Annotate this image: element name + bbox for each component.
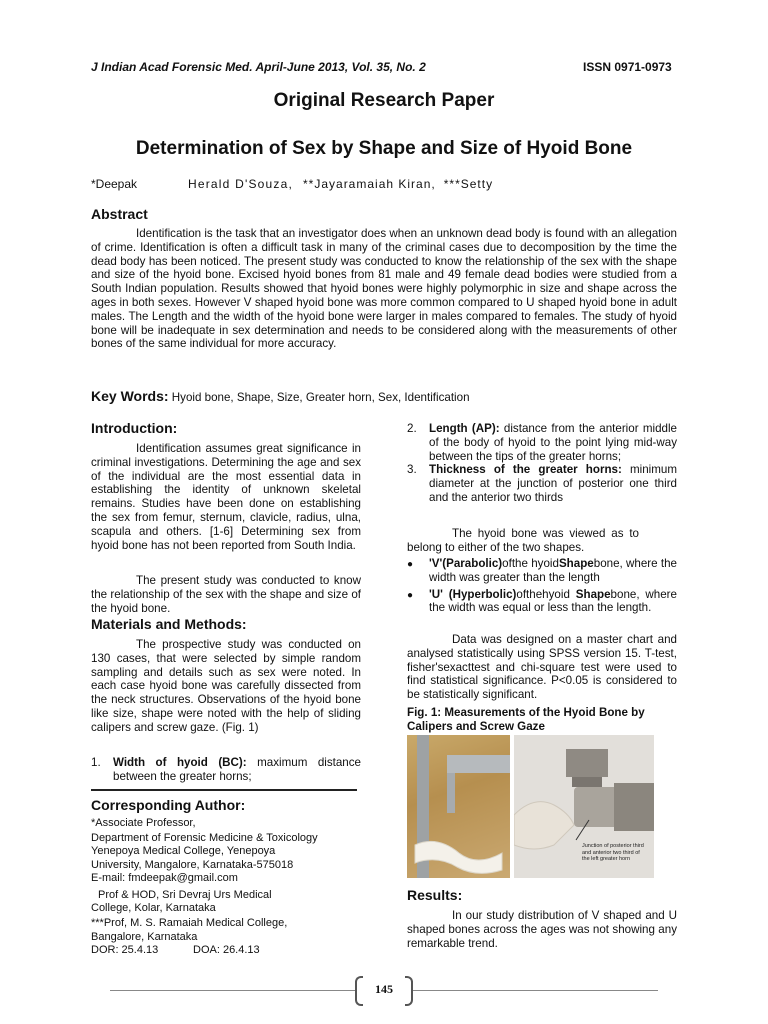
author-4: ***Setty xyxy=(443,177,494,191)
measurement-item-1 xyxy=(91,756,361,784)
shape-term: 'U' (Hyperbolic) xyxy=(429,587,517,601)
item-term: Length (AP): xyxy=(429,422,500,435)
author-list xyxy=(91,177,493,191)
shape-item-u xyxy=(407,588,677,616)
keywords xyxy=(91,388,691,404)
caliper-photo xyxy=(407,735,510,878)
journal-citation: J Indian Acad Forensic Med. April-June 2013, Vol. 35, No. 2 xyxy=(91,60,426,74)
ca-line: Prof & HOD, Sri Devraj Urs Medical xyxy=(98,889,272,902)
item-number: 3. xyxy=(407,463,417,477)
ca-dates xyxy=(91,944,361,957)
item-desc: maximum distance between the greater horns; xyxy=(113,756,361,783)
section-divider xyxy=(91,789,357,791)
introduction-heading: Introduction: xyxy=(91,420,178,436)
item-number: 2. xyxy=(407,422,417,435)
footer-rule-right xyxy=(413,990,658,991)
shapes-intro: The hyoid bone was viewed as to belong to either of the two shapes. xyxy=(407,527,639,554)
figure-caption: Fig. 1: Measurements of the Hyoid Bone by Calipers and Screw Gaze xyxy=(407,706,645,733)
footer-rule-left xyxy=(110,990,355,991)
results-heading: Results: xyxy=(407,887,463,903)
keywords-text: Hyoid bone, Shape, Size, Greater horn, Sex, Identification xyxy=(171,391,470,404)
introduction-paragraph-1: Identification assumes great significance in criminal investigations. Determining the age and sex of the individual are the most essential data in establishing the identity of unknown skeletal remains. Studies have been done on establishing the sex from femur, sternum, clavicle, radius, ulna, scapula and others. [1-6] Determining sex from hyoid bone has not been reported from South India. xyxy=(91,442,361,552)
corresponding-details xyxy=(91,817,361,957)
page-title: Determination of Sex by Shape and Size of Hyoid Bone xyxy=(135,138,633,159)
ca-line: *Associate Professor, xyxy=(91,817,196,829)
ca-line: Bangalore, Karnataka xyxy=(91,930,198,943)
shape-desc: bone, where the width was greater than the length xyxy=(429,557,677,584)
ca-line: ***Prof, M. S. Ramaiah Medical College, xyxy=(91,917,288,930)
dor: DOR: 25.4.13 xyxy=(91,943,159,956)
item-term: Width of hyoid (BC): xyxy=(113,756,247,769)
doa: DOA: 26.4.13 xyxy=(193,943,260,956)
ca-line: Department of Forensic Medicine & Toxicology xyxy=(91,832,318,845)
author-1: *Deepak xyxy=(91,177,138,191)
issn: ISSN 0971-0973 xyxy=(583,60,672,74)
shape-desc: bone, where the width was equal or less than the length. xyxy=(429,587,677,615)
paper-type: Original Research Paper xyxy=(273,90,495,111)
keywords-label: Key Words: xyxy=(91,388,169,404)
shape-word: Shape xyxy=(558,557,594,570)
methods-paragraph: The prospective study was conducted on 130 cases, that were selected by simple random sampling and details such as sex were noted. In each case hyoid bone was carefully dissected from the neck structures. Observations of the hyoid bone like size, shape were noted with the help of sliding calipers and screw gaze. (Fig. 1) xyxy=(91,638,361,734)
bullet-icon: ● xyxy=(407,589,414,601)
author-2: Herald D'Souza, xyxy=(188,177,293,191)
page-bracket-right xyxy=(405,976,413,1006)
author-3: **Jayaramaiah Kiran, xyxy=(303,177,436,191)
page-bracket-left xyxy=(355,976,363,1006)
bullet-icon: ● xyxy=(407,559,414,570)
shape-of: ofthehyoid xyxy=(516,587,576,601)
introduction-paragraph-2: The present study was conducted to know the relationship of the sex with the shape and size of the hyoid bone. xyxy=(91,574,361,615)
item-term: Thickness of the greater horns: xyxy=(429,463,622,477)
caliper-illustration xyxy=(407,735,510,878)
abstract-heading: Abstract xyxy=(91,206,148,222)
shape-word: Shape xyxy=(575,587,611,601)
measurement-list xyxy=(407,422,677,505)
screw-gauge-photo xyxy=(514,735,654,878)
statistics-paragraph: Data was designed on a master chart and analysed statistically using SPSS version 15. T-test, fisher'sexacttest and chi-square test were used to find statistical significance. P<0.05 is considered to be statistically significant. xyxy=(407,633,677,702)
measurement-item-2 xyxy=(407,422,677,463)
ca-line: College, Kolar, Karnataka xyxy=(91,902,216,915)
item-desc: minimum diameter at the junction of posterior one third and the anterior two thirds xyxy=(429,463,677,504)
ca-line: Yenepoya Medical College, Yenepoya xyxy=(91,845,276,858)
ca-line: University, Mangalore, Karnataka-575018 xyxy=(91,858,294,871)
results-paragraph: In our study distribution of V shaped and U shaped bones across the ages was not showing any remarkable trend. xyxy=(407,909,677,950)
abstract-text: Identification is the task that an investigator does when an unknown dead body is found with an allegation of crime. Identification is often a difficult task in many of the criminal cases due to decomposition by the time the dead body has been noticed. The present study was conducted to know the relationship of the sex with the shape and size of the hyoid bone. Excised hyoid bones from 81 male and 49 female dead bodies were studied from a South Indian population. Results showed that hyoid bones were highly polymorphic in size and shape across the ages in both sexes. However V shaped hyoid bone was more common compared to U shaped hyoid bone in adult males. The Length and the width of the hyoid bone were larger in males compared to females. The study of hyoid bone will be inadequate in sex determination and needs to be considered along with the measurements of other bones of the same individual for more accuracy. xyxy=(91,227,677,351)
page-number: 145 xyxy=(375,982,393,996)
item-desc: distance from the anterior middle of the body of hyoid to the point lying mid-way between the tips of the greater horns; xyxy=(429,422,678,463)
item-number: 1. xyxy=(91,756,101,769)
shape-item-v xyxy=(407,557,677,585)
figure-annotation: Junction of posterior third and anterior two third of the left greater horn xyxy=(582,843,644,862)
ca-email: E-mail: fmdeepak@gmail.com xyxy=(91,871,238,884)
methods-heading: Materials and Methods: xyxy=(91,616,247,632)
shape-of: ofthe hyoid xyxy=(502,557,559,570)
measurement-item-3 xyxy=(407,463,677,504)
corresponding-heading: Corresponding Author: xyxy=(91,797,246,813)
shape-term: 'V'(Parabolic) xyxy=(429,557,503,570)
shape-list xyxy=(407,557,677,615)
